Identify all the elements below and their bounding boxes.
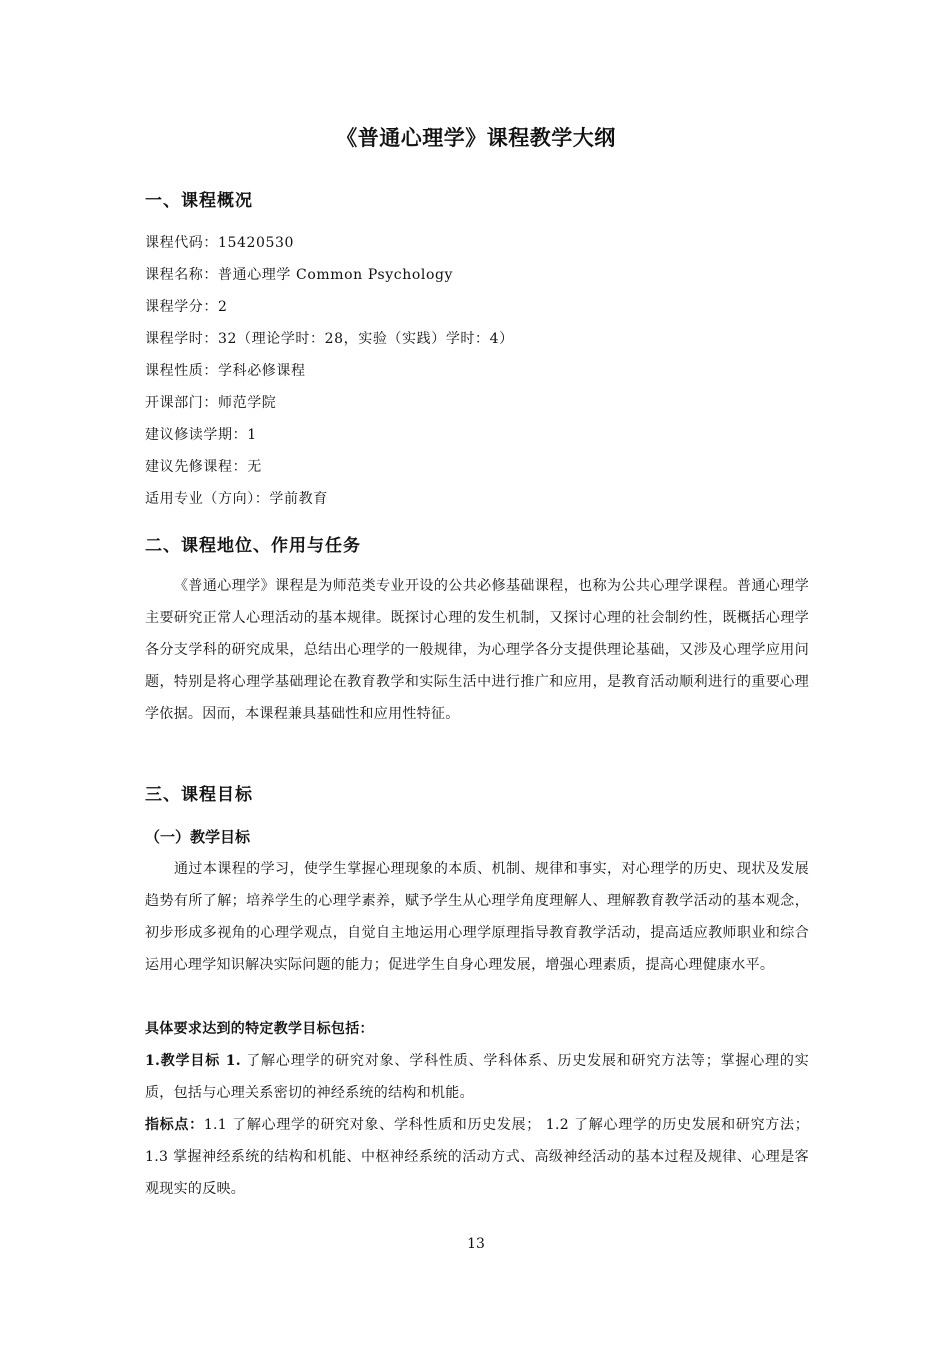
info-prerequisites: 建议先修课程：无 — [145, 459, 262, 475]
indicator-paragraph — [145, 1109, 809, 1205]
info-hours: 课程学时：32（理论学时：28，实验（实践）学时：4） — [145, 331, 514, 347]
info-nature: 课程性质：学科必修课程 — [145, 363, 306, 379]
document-title: 《普通心理学》课程教学大纲 — [336, 125, 616, 150]
goal-1-text: 了解心理学的研究对象、学科性质、学科体系、历史发展和研究方法等；掌握心理的实质，包括与心理关系密切的神经系统的结构和机能。 — [145, 1053, 809, 1101]
indicator-label: 指标点： — [145, 1117, 204, 1133]
info-course-name: 课程名称：普通心理学 Common Psychology — [145, 267, 454, 283]
role-paragraph: 《普通心理学》课程是为师范类专业开设的公共必修基础课程，也称为公共心理学课程。普通心理学主要研究正常人心理活动的基本规律。既探讨心理的发生机制，又探讨心理的社会制约性，既概括心理学各分支学科的研究成果，总结出心理学的一般规律，为心理学各分支提供理论基础，又涉及心理学应用问题，特别是将心理学基础理论在教育教学和实际生活中进行推广和应用，是教育活动顺利进行的重要心理学依据。因而，本课程兼具基础性和应用性特征。 — [145, 578, 809, 722]
info-course-code: 课程代码：15420530 — [145, 235, 295, 251]
section-heading-overview: 一、课程概况 — [145, 191, 253, 211]
goal-1-paragraph — [145, 1045, 809, 1109]
goal-1-label: 1.教学目标 1. — [145, 1053, 241, 1069]
section-heading-goals: 三、课程目标 — [145, 785, 253, 805]
section-heading-role: 二、课程地位、作用与任务 — [145, 536, 361, 556]
goals-paragraph: 通过本课程的学习，使学生掌握心理现象的本质、机制、规律和事实，对心理学的历史、现状及发展趋势有所了解；培养学生的心理学素养，赋予学生从心理学角度理解人、理解教育教学活动的基本观念，初步形成多视角的心理学观点，自觉自主地运用心理学原理指导教育教学活动，提高适应教师职业和综合运用心理学知识解决实际问题的能力；促进学生自身心理发展，增强心理素质，提高心理健康水平。 — [145, 861, 809, 973]
info-department: 开课部门：师范学院 — [145, 395, 277, 411]
specific-goals-heading: 具体要求达到的特定教学目标包括： — [145, 1021, 374, 1037]
page-number: 13 — [467, 1236, 485, 1252]
subsection-heading-teaching-goals: （一）教学目标 — [145, 828, 251, 846]
info-semester: 建议修读学期：1 — [145, 427, 257, 443]
indicator-text: 1.1 了解心理学的研究对象、学科性质和历史发展； 1.2 了解心理学的历史发展和研究方法；1.3 掌握神经系统的结构和机能、中枢神经系统的活动方式、高级神经活动的基本过程及规律、心理是客观现实的反映。 — [145, 1117, 810, 1197]
course-info-list — [145, 232, 805, 520]
info-credits: 课程学分：2 — [145, 299, 228, 315]
info-major: 适用专业（方向）：学前教育 — [145, 491, 328, 507]
